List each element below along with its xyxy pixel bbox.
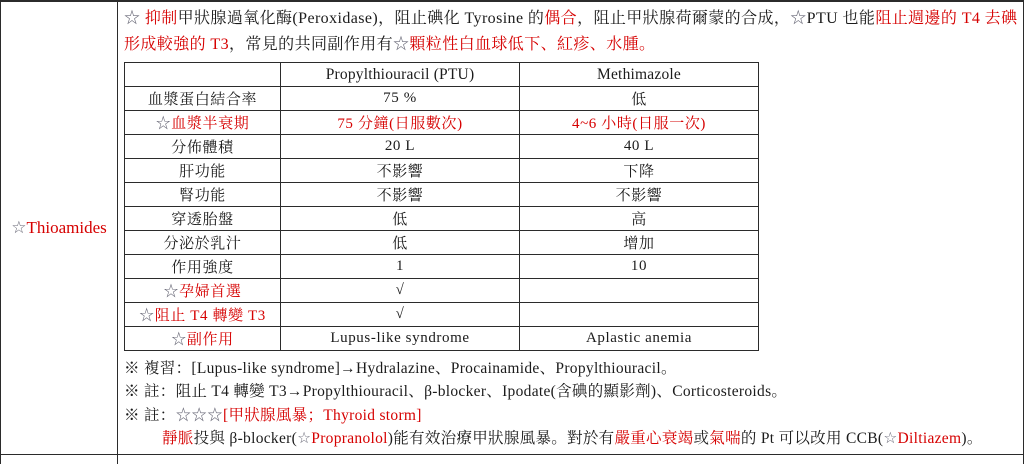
ptu-value-cell bbox=[281, 327, 520, 351]
intro-line-2 bbox=[124, 32, 1019, 58]
text-segment: 氣喘 bbox=[709, 430, 741, 448]
text-segment: Aplastic anemia bbox=[585, 330, 693, 346]
text-segment: 血漿半衰期 bbox=[171, 116, 250, 132]
text-segment: ※ 複習：[Lupus-like syndrome]→Hydralazine、Procainamide、Propylthiouracil。 bbox=[124, 360, 677, 377]
text-segment: ，阻止甲狀腺荷爾蒙的合成， bbox=[577, 10, 791, 27]
star-icon: ☆ bbox=[155, 116, 172, 132]
text-segment: ，常見的共同副作用有 bbox=[228, 36, 393, 53]
methimazole-value-cell bbox=[520, 183, 759, 207]
text-segment: 靜脈 bbox=[162, 430, 194, 448]
text-segment: 10 bbox=[630, 258, 648, 274]
row-label-cell bbox=[125, 135, 281, 159]
text-segment: √ bbox=[395, 306, 405, 322]
text-segment: )能有效治療甲狀腺風暴。對於有 bbox=[387, 430, 615, 448]
row-label-cell bbox=[125, 231, 281, 255]
text-segment: 偶合 bbox=[544, 10, 578, 27]
text-segment: 的 Pt 可以改用 CCB( bbox=[740, 430, 884, 448]
row-label-cell bbox=[125, 303, 281, 327]
text-segment: Propranolol bbox=[311, 430, 388, 448]
table-row bbox=[125, 231, 759, 255]
methimazole-value-cell bbox=[520, 279, 759, 303]
text-segment: 孕婦首選 bbox=[179, 284, 242, 300]
star-icon: ☆ bbox=[393, 36, 410, 53]
ptu-value-cell bbox=[281, 87, 520, 111]
text-segment: 4~6 小時(日服一次) bbox=[571, 116, 707, 132]
text-segment: PTU 也能 bbox=[806, 10, 876, 27]
text-segment: 不影響 bbox=[376, 164, 424, 180]
text-segment: 低 bbox=[392, 212, 408, 228]
ptu-value-cell bbox=[281, 279, 520, 303]
table-row bbox=[125, 183, 759, 207]
table-row bbox=[125, 327, 759, 351]
row-label-cell bbox=[125, 207, 281, 231]
row-label-cell bbox=[125, 255, 281, 279]
methimazole-value-cell bbox=[520, 327, 759, 351]
methimazole-value-cell bbox=[520, 255, 759, 279]
notes-block bbox=[124, 357, 1019, 451]
text-segment: 75 分鐘(日服數次) bbox=[337, 116, 463, 132]
text-segment: 20 L bbox=[384, 138, 416, 154]
table-row bbox=[125, 303, 759, 327]
star-icon: ☆ bbox=[11, 218, 27, 237]
row-label-cell bbox=[125, 327, 281, 351]
text-segment: 作用強度 bbox=[171, 260, 234, 276]
text-segment: 投與 β-blocker( bbox=[193, 430, 298, 448]
text-segment: [甲狀腺風暴；Thyroid storm] bbox=[222, 406, 422, 424]
text-segment: 40 L bbox=[623, 138, 655, 154]
text-segment: 甲狀腺過氧化酶(Peroxidase)，阻止碘化 Tyrosine 的 bbox=[177, 10, 545, 27]
table-row bbox=[125, 111, 759, 135]
ptu-value-cell bbox=[281, 183, 520, 207]
intro-line-1 bbox=[124, 6, 1019, 32]
text-segment: 75 % bbox=[383, 90, 417, 106]
text-segment: 抑制 bbox=[144, 10, 178, 27]
text-segment: 嚴重心衰竭 bbox=[614, 430, 694, 448]
star-icon: ☆ bbox=[139, 308, 155, 324]
comparison-table bbox=[124, 62, 759, 351]
row-label-cell bbox=[125, 183, 281, 207]
next-row-sliver bbox=[1, 455, 1023, 464]
ptu-value-cell bbox=[281, 159, 520, 183]
drug-class-cell bbox=[1, 2, 118, 454]
text-segment: 低 bbox=[392, 236, 408, 252]
text-segment: 形成較強的 T3 bbox=[124, 36, 229, 53]
text-segment: 下降 bbox=[623, 164, 655, 180]
content-cell bbox=[118, 2, 1023, 454]
header-methimazole: Methimazole bbox=[520, 63, 759, 87]
note-review-lupus bbox=[124, 357, 1019, 380]
text-segment: 分佈體積 bbox=[171, 140, 234, 156]
text-segment: 阻止 T4 轉變 T3 bbox=[154, 308, 266, 324]
next-row-right-cell bbox=[118, 455, 1023, 464]
table-row bbox=[125, 87, 759, 111]
text-segment: √ bbox=[395, 282, 405, 298]
text-segment: ※ 註：阻止 T4 轉變 T3→Propylthiouracil、β-blocker、Ipodate(含碘的顯影劑)、Corticosteroids。 bbox=[124, 383, 788, 401]
text-segment: Lupus-like syndrome bbox=[330, 330, 470, 346]
star-icon: ☆ bbox=[790, 10, 807, 27]
table-body bbox=[125, 87, 759, 351]
star-icon: ☆ bbox=[171, 332, 187, 348]
star-icon: ☆ bbox=[163, 284, 180, 300]
text-segment: )。 bbox=[961, 430, 983, 448]
row-label-cell bbox=[125, 159, 281, 183]
methimazole-value-cell bbox=[520, 111, 759, 135]
methimazole-value-cell bbox=[520, 159, 759, 183]
text-segment: 不影響 bbox=[376, 188, 424, 204]
text-segment: 阻止週邊的 T4 去碘 bbox=[875, 10, 1018, 27]
next-row-left-cell bbox=[1, 455, 118, 464]
row-label-cell bbox=[125, 279, 281, 303]
mechanism-summary bbox=[124, 6, 1019, 58]
text-segment: ※ 註： bbox=[124, 406, 176, 424]
table-row bbox=[125, 135, 759, 159]
ptu-value-cell bbox=[281, 303, 520, 327]
note-thyroid-storm-treatment bbox=[124, 427, 1019, 450]
table-row bbox=[125, 207, 759, 231]
text-segment: 分泌於乳汁 bbox=[163, 236, 242, 252]
text-segment: 不影響 bbox=[615, 188, 663, 204]
text-segment: 腎功能 bbox=[179, 188, 226, 204]
table-header-row bbox=[125, 63, 759, 87]
text-segment: 穿透胎盤 bbox=[171, 212, 234, 228]
text-segment: 血漿蛋白結合率 bbox=[147, 92, 258, 108]
text-segment: 副作用 bbox=[186, 332, 234, 348]
ptu-value-cell bbox=[281, 255, 520, 279]
methimazole-value-cell bbox=[520, 207, 759, 231]
text-segment: 或 bbox=[693, 430, 710, 448]
text-segment: 肝功能 bbox=[179, 164, 226, 180]
text-segment: 增加 bbox=[623, 236, 655, 252]
row-label-cell bbox=[125, 87, 281, 111]
table-row bbox=[125, 159, 759, 183]
text-segment: Diltiazem bbox=[897, 430, 962, 448]
table-row bbox=[125, 279, 759, 303]
ptu-value-cell bbox=[281, 231, 520, 255]
header-empty-cell bbox=[125, 63, 281, 87]
ptu-value-cell bbox=[281, 207, 520, 231]
row-label-cell bbox=[125, 111, 281, 135]
text-segment: 低 bbox=[631, 92, 647, 108]
table-row bbox=[125, 255, 759, 279]
methimazole-value-cell bbox=[520, 87, 759, 111]
ptu-value-cell bbox=[281, 135, 520, 159]
thioamides-row bbox=[1, 2, 1023, 455]
star-icon: ☆ bbox=[883, 430, 898, 448]
methimazole-value-cell bbox=[520, 303, 759, 327]
note-block-t4-t3 bbox=[124, 380, 1019, 403]
text-segment: 高 bbox=[631, 212, 647, 228]
text-segment: 1 bbox=[395, 258, 405, 274]
star-icon: ☆ bbox=[124, 10, 145, 27]
text-segment: 顆粒性白血球低下、紅疹、水腫。 bbox=[409, 36, 656, 53]
star-icon: ☆ bbox=[297, 430, 312, 448]
header-ptu: Propylthiouracil (PTU) bbox=[281, 63, 520, 87]
star-icon: ☆☆☆ bbox=[175, 406, 223, 424]
note-thyroid-storm bbox=[124, 404, 1019, 427]
methimazole-value-cell bbox=[520, 135, 759, 159]
ptu-value-cell bbox=[281, 111, 520, 135]
methimazole-value-cell bbox=[520, 231, 759, 255]
drug-class-name: Thioamides bbox=[26, 218, 107, 237]
